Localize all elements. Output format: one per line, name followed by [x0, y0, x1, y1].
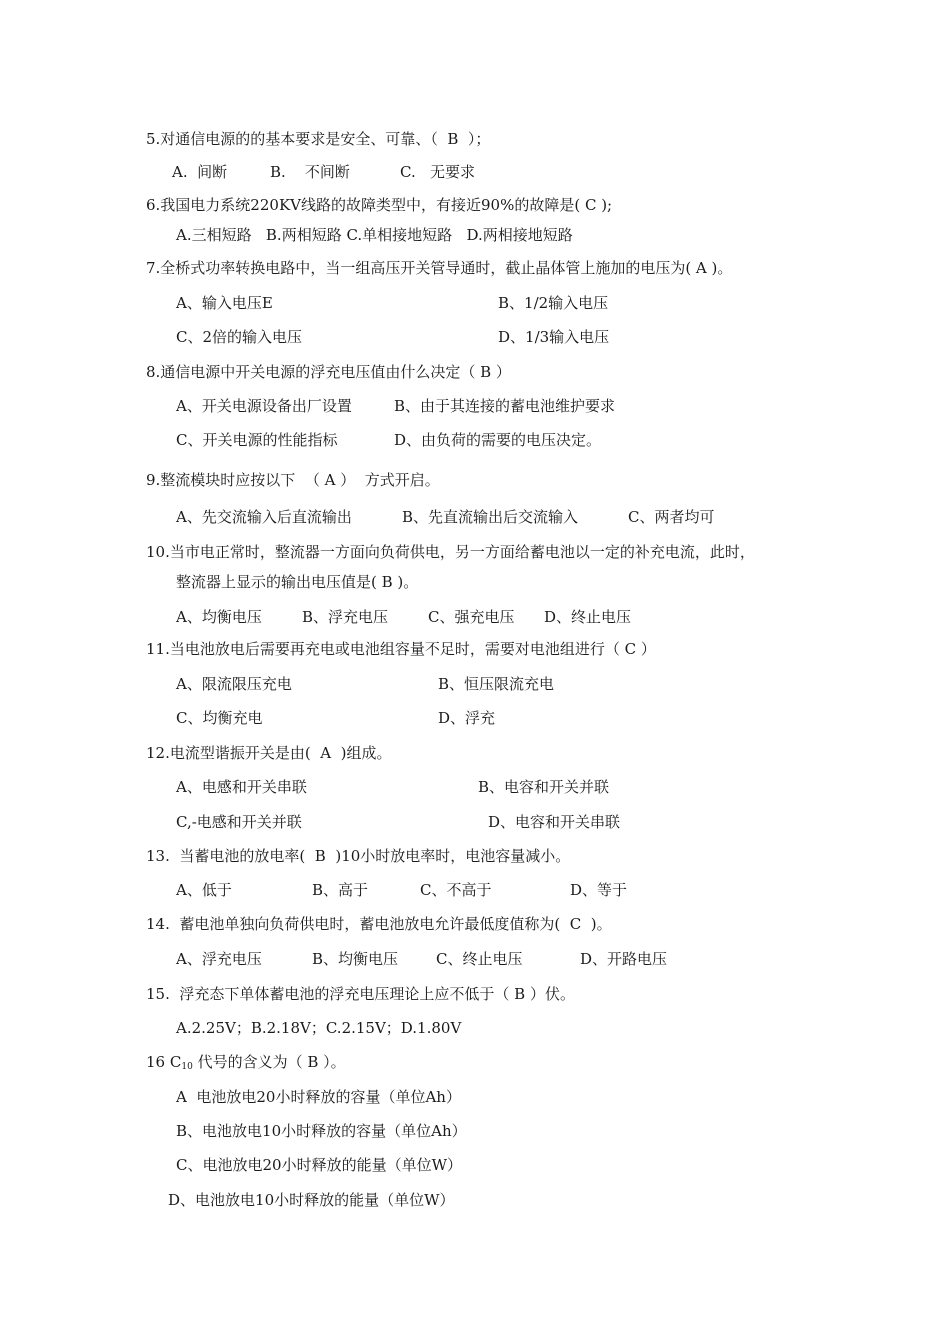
question-14-option-d: D、开路电压 [580, 950, 668, 968]
question-10-option-a: A、均衡电压 [176, 608, 262, 626]
question-5-option-c: C. 无要求 [400, 163, 476, 181]
question-9-option-a: A、先交流输入后直流输出 [176, 508, 352, 526]
question-13-stem: 13. 当蓄电池的放电率( B )10小时放电率时，电池容量减小。 [146, 847, 571, 865]
question-8-option-a: A、开关电源设备出厂设置 [176, 397, 352, 415]
question-12-option-a: A、电感和开关串联 [176, 778, 307, 796]
question-16-stem [146, 1052, 346, 1077]
question-15-stem: 15. 浮充态下单体蓄电池的浮充电压理论上应不低于（ B ）伏。 [146, 985, 575, 1003]
question-9-option-c: C、两者均可 [628, 508, 715, 526]
question-16-subscript: 10 [181, 1062, 193, 1072]
question-14-option-a: A、浮充电压 [176, 950, 262, 968]
question-7-option-c: C、2倍的输入电压 [176, 328, 303, 346]
question-14-option-b: B、均衡电压 [312, 950, 399, 968]
question-16-option-b: B、电池放电10小时释放的容量（单位Ah） [176, 1122, 467, 1140]
question-6-stem: 6.我国电力系统220KV线路的故障类型中，有接近90%的故障是( C ); [146, 196, 613, 214]
question-11-option-d: D、浮充 [438, 709, 496, 727]
question-10-option-d: D、终止电压 [544, 608, 632, 626]
question-14-option-c: C、终止电压 [436, 950, 523, 968]
question-7-option-a: A、输入电压E [176, 294, 273, 312]
question-10-stem: 10.当市电正常时，整流器一方面向负荷供电，另一方面给蓄电池以一定的补充电流，此时， [146, 543, 755, 561]
question-16-stem-suffix: 代号的含义为（ B ）。 [192, 1053, 346, 1071]
question-16-option-c: C、电池放电20小时释放的能量（单位W） [176, 1156, 462, 1174]
question-12-option-c: C,-电感和开关并联 [176, 813, 302, 831]
question-11-option-b: B、恒压限流充电 [438, 675, 555, 693]
question-9-stem: 9.整流模块时应按以下 （ A ） 方式开启。 [146, 471, 440, 489]
question-7-option-b: B、1/2输入电压 [498, 294, 609, 312]
question-11-option-c: C、均衡充电 [176, 709, 263, 727]
question-12-option-b: B、电容和开关并联 [478, 778, 610, 796]
question-5-stem: 5.对通信电源的的基本要求是安全、可靠、（ B ）； [146, 130, 491, 148]
question-9-option-b: B、先直流输出后交流输入 [402, 508, 579, 526]
question-8-option-c: C、开关电源的性能指标 [176, 431, 338, 449]
question-11-stem: 11.当电池放电后需要再充电或电池组容量不足时，需要对电池组进行（ C ） [146, 640, 656, 658]
question-16-option-d: D、电池放电10小时释放的能量（单位W） [168, 1191, 455, 1209]
question-8-stem: 8.通信电源中开关电源的浮充电压值由什么决定（ B ） [146, 363, 511, 381]
question-7-stem: 7.全桥式功率转换电路中，当一组高压开关管导通时，截止晶体管上施加的电压为( A )。 [146, 259, 733, 277]
question-11-option-a: A、限流限压充电 [176, 675, 292, 693]
question-13-option-c: C、不高于 [420, 881, 492, 899]
question-13-option-a: A、低于 [176, 881, 232, 899]
question-5-option-a: A. 间断 [172, 163, 228, 181]
question-5-option-b: B. 不间断 [270, 163, 350, 181]
question-10-option-b: B、浮充电压 [302, 608, 389, 626]
question-7-option-d: D、1/3输入电压 [498, 328, 610, 346]
question-14-stem: 14. 蓄电池单独向负荷供电时，蓄电池放电允许最低度值称为( C )。 [146, 915, 612, 933]
question-16-option-a: A 电池放电20小时释放的容量（单位Ah） [176, 1088, 461, 1106]
question-16-stem-prefix: 16 C [146, 1053, 182, 1071]
question-6-options: A.三相短路 B.两相短路 C.单相接地短路 D.两相接地短路 [176, 226, 573, 244]
question-13-option-d: D、等于 [570, 881, 628, 899]
question-12-option-d: D、电容和开关串联 [488, 813, 621, 831]
question-13-option-b: B、高于 [312, 881, 369, 899]
question-10-stem-continued: 整流器上显示的输出电压值是( B )。 [176, 573, 419, 591]
question-8-option-b: B、由于其连接的蓄电池维护要求 [394, 397, 616, 415]
question-15-options: A.2.25V；B.2.18V；C.2.15V；D.1.80V [176, 1019, 462, 1037]
question-8-option-d: D、由负荷的需要的电压决定。 [394, 431, 602, 449]
question-10-option-c: C、强充电压 [428, 608, 515, 626]
question-12-stem: 12.电流型谐振开关是由( A )组成。 [146, 744, 392, 762]
